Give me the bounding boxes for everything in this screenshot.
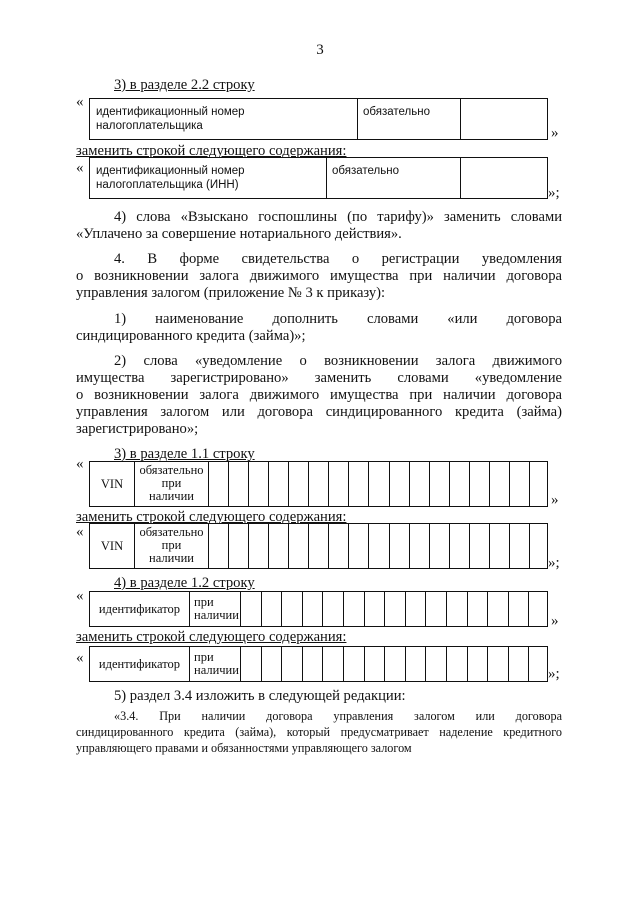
close-quote-semicolon: »; [548, 185, 560, 201]
char-cell-divider [261, 592, 262, 626]
char-cell-divider [429, 524, 430, 568]
char-cell-divider [405, 647, 406, 681]
item3-heading [114, 77, 255, 94]
id-req [190, 596, 244, 622]
id-label: идентификатор [98, 657, 181, 671]
char-cell-divider [208, 524, 209, 568]
close-quote-semicolon: »; [548, 666, 560, 682]
table-inn-old-label-l1: идентификационный номер [96, 106, 245, 118]
open-quote: « [76, 524, 84, 540]
id-label: идентификатор [98, 602, 181, 616]
s4-item2-line-3: о возникновении залога движимого имущества при наличии договора [76, 387, 562, 403]
char-cell-divider [288, 462, 289, 506]
vin-table-old [89, 461, 548, 507]
table-inn-old-req: обязательно [363, 106, 430, 118]
quote-line-2: синдицированного кредита (займа), который предусматривает наделение кредитного [76, 725, 562, 739]
char-cell-divider [228, 462, 229, 506]
item3-heading-text: 3) в разделе 2.2 строку [114, 77, 255, 93]
quote-line-1: «3.4. При наличии договора управления залогом или договора [114, 709, 562, 723]
quote-paragraph [76, 708, 562, 756]
s4-item4-heading-text: 4) в разделе 1.2 строку [114, 575, 255, 591]
char-cell-divider [248, 524, 249, 568]
char-cell-divider [429, 462, 430, 506]
replace-line-1-text: заменить строкой следующего содержания: [76, 143, 347, 159]
s4-item3-heading-text: 3) в разделе 1.1 строку [114, 446, 255, 462]
char-cell-divider [467, 647, 468, 681]
open-quote: « [76, 456, 84, 472]
char-cell-divider [467, 592, 468, 626]
id-req-l2: наличии [194, 608, 239, 622]
open-quote: « [76, 588, 84, 604]
section4-line-1: 4. В форме свидетельства о регистрации уведомления [114, 251, 562, 267]
close-quote: » [551, 125, 559, 141]
char-cell-divider [228, 524, 229, 568]
close-quote: » [551, 613, 559, 629]
item4-paragraph [76, 209, 562, 243]
table-inn-old-divider [357, 99, 358, 139]
char-cell-divider [449, 462, 450, 506]
table-inn-new-label-l1: идентификационный номер [96, 165, 245, 177]
char-cell-divider [528, 592, 529, 626]
vin-label: VIN [100, 539, 124, 553]
char-cell-divider [449, 524, 450, 568]
char-cell-divider [389, 462, 390, 506]
item4-line-1: 4) слова «Взыскано госпошлины (по тарифу)» заменить словами [114, 209, 562, 225]
char-cell-divider [489, 462, 490, 506]
char-cell-divider [509, 524, 510, 568]
table-inn-old [89, 98, 548, 140]
char-cell-divider [368, 462, 369, 506]
char-cell-divider [489, 524, 490, 568]
char-cell-divider [509, 462, 510, 506]
char-cell-divider [446, 592, 447, 626]
s4-item5: 5) раздел 3.4 изложить в следующей редакции: [114, 688, 406, 704]
section4-line-3: управления залогом (приложение № 3 к приказу): [76, 285, 386, 301]
close-quote-semicolon: »; [548, 555, 560, 571]
char-cell-divider [328, 462, 329, 506]
char-cell-divider [240, 647, 241, 681]
s4-item2-line-4: управления залогом или договора синдицированного кредита (займа) [76, 404, 562, 420]
char-cell-divider [308, 462, 309, 506]
char-cell-divider [322, 647, 323, 681]
vin-table-new [89, 523, 548, 569]
id-table-old [89, 591, 548, 627]
char-cell-divider [364, 647, 365, 681]
table-inn-new-label [96, 164, 245, 192]
vin-req-l3: наличии [149, 551, 194, 565]
char-cell-divider [409, 524, 410, 568]
char-cell-divider [446, 647, 447, 681]
char-cell-divider [328, 524, 329, 568]
s4-item1-paragraph [76, 311, 562, 345]
char-cell-divider [268, 462, 269, 506]
char-cell-divider [384, 647, 385, 681]
char-cell-divider [308, 524, 309, 568]
id-req-l2: наличии [194, 663, 239, 677]
char-cell-divider [389, 524, 390, 568]
table-inn-new-req: обязательно [332, 165, 399, 177]
char-cell-divider [469, 462, 470, 506]
replace-line-2-text: заменить строкой следующего содержания: [76, 509, 347, 525]
table-inn-new-divider [326, 158, 327, 198]
vin-req [135, 464, 208, 503]
char-cell-divider [343, 647, 344, 681]
s4-item4-heading [114, 575, 255, 592]
char-cell-divider [425, 647, 426, 681]
char-cell-divider [268, 524, 269, 568]
section4-paragraph [76, 251, 562, 302]
vin-req-l2: при [161, 538, 182, 552]
char-cell-divider [288, 524, 289, 568]
quote-line-3: управляющего правами и обязанностями управляющего залогом [76, 741, 412, 755]
char-cell-divider [384, 592, 385, 626]
vin-req-l1: обязательно [139, 525, 204, 539]
s4-item2-line-5: зарегистрировано»; [76, 421, 199, 437]
open-quote: « [76, 94, 84, 110]
char-cell-divider [302, 647, 303, 681]
char-cell-divider [302, 592, 303, 626]
char-cell-divider [281, 647, 282, 681]
char-cell-divider [261, 647, 262, 681]
char-cell-divider [508, 592, 509, 626]
replace-line-3-text: заменить строкой следующего содержания: [76, 629, 347, 645]
table-inn-old-label-l2: налогоплательщика [96, 120, 203, 132]
char-cell-divider [469, 524, 470, 568]
open-quote: « [76, 160, 84, 176]
page-number: 3 [316, 42, 324, 58]
table-inn-new [89, 157, 548, 199]
id-table-new [89, 646, 548, 682]
table-inn-new-divider2 [460, 158, 461, 198]
char-cell-divider [529, 524, 530, 568]
close-quote: » [551, 492, 559, 508]
char-cell-divider [322, 592, 323, 626]
char-cell-divider [487, 592, 488, 626]
char-cell-divider [248, 462, 249, 506]
char-cell-divider [487, 647, 488, 681]
char-cell-divider [368, 524, 369, 568]
vin-req-l3: наличии [149, 489, 194, 503]
char-cell-divider [240, 592, 241, 626]
vin-req-l2: при [161, 476, 182, 490]
char-cell-divider [281, 592, 282, 626]
open-quote: « [76, 650, 84, 666]
table-inn-old-label [96, 105, 245, 133]
char-cell-divider [348, 462, 349, 506]
char-cell-divider [208, 462, 209, 506]
s4-item2-line-2: имущества зарегистрировано» заменить словами «уведомление [76, 370, 562, 386]
char-cell-divider [528, 647, 529, 681]
table-inn-old-divider2 [460, 99, 461, 139]
char-cell-divider [409, 462, 410, 506]
s4-item2-line-1: 2) слова «уведомление о возникновении залога движимого [114, 353, 562, 369]
char-cell-divider [529, 462, 530, 506]
s4-item1-line-1: 1) наименование дополнить словами «или договора [114, 311, 562, 327]
char-cell-divider [405, 592, 406, 626]
s4-item1-line-2: синдицированного кредита (займа)»; [76, 328, 306, 344]
id-req-l1: при [194, 595, 214, 609]
vin-label: VIN [100, 477, 124, 491]
id-req-l1: при [194, 650, 214, 664]
char-cell-divider [364, 592, 365, 626]
section4-line-2: о возникновении залога движимого имущества при наличии договора [76, 268, 562, 284]
char-cell-divider [348, 524, 349, 568]
table-inn-new-label-l2: налогоплательщика (ИНН) [96, 179, 239, 191]
vin-req-l1: обязательно [139, 463, 204, 477]
char-cell-divider [343, 592, 344, 626]
id-req [190, 651, 244, 677]
replace-line-3 [76, 629, 346, 646]
s4-item2-paragraph [76, 353, 562, 438]
vin-req [135, 526, 208, 565]
char-cell-divider [508, 647, 509, 681]
char-cell-divider [425, 592, 426, 626]
item4-line-2: «Уплачено за совершение нотариального действия». [76, 226, 402, 242]
